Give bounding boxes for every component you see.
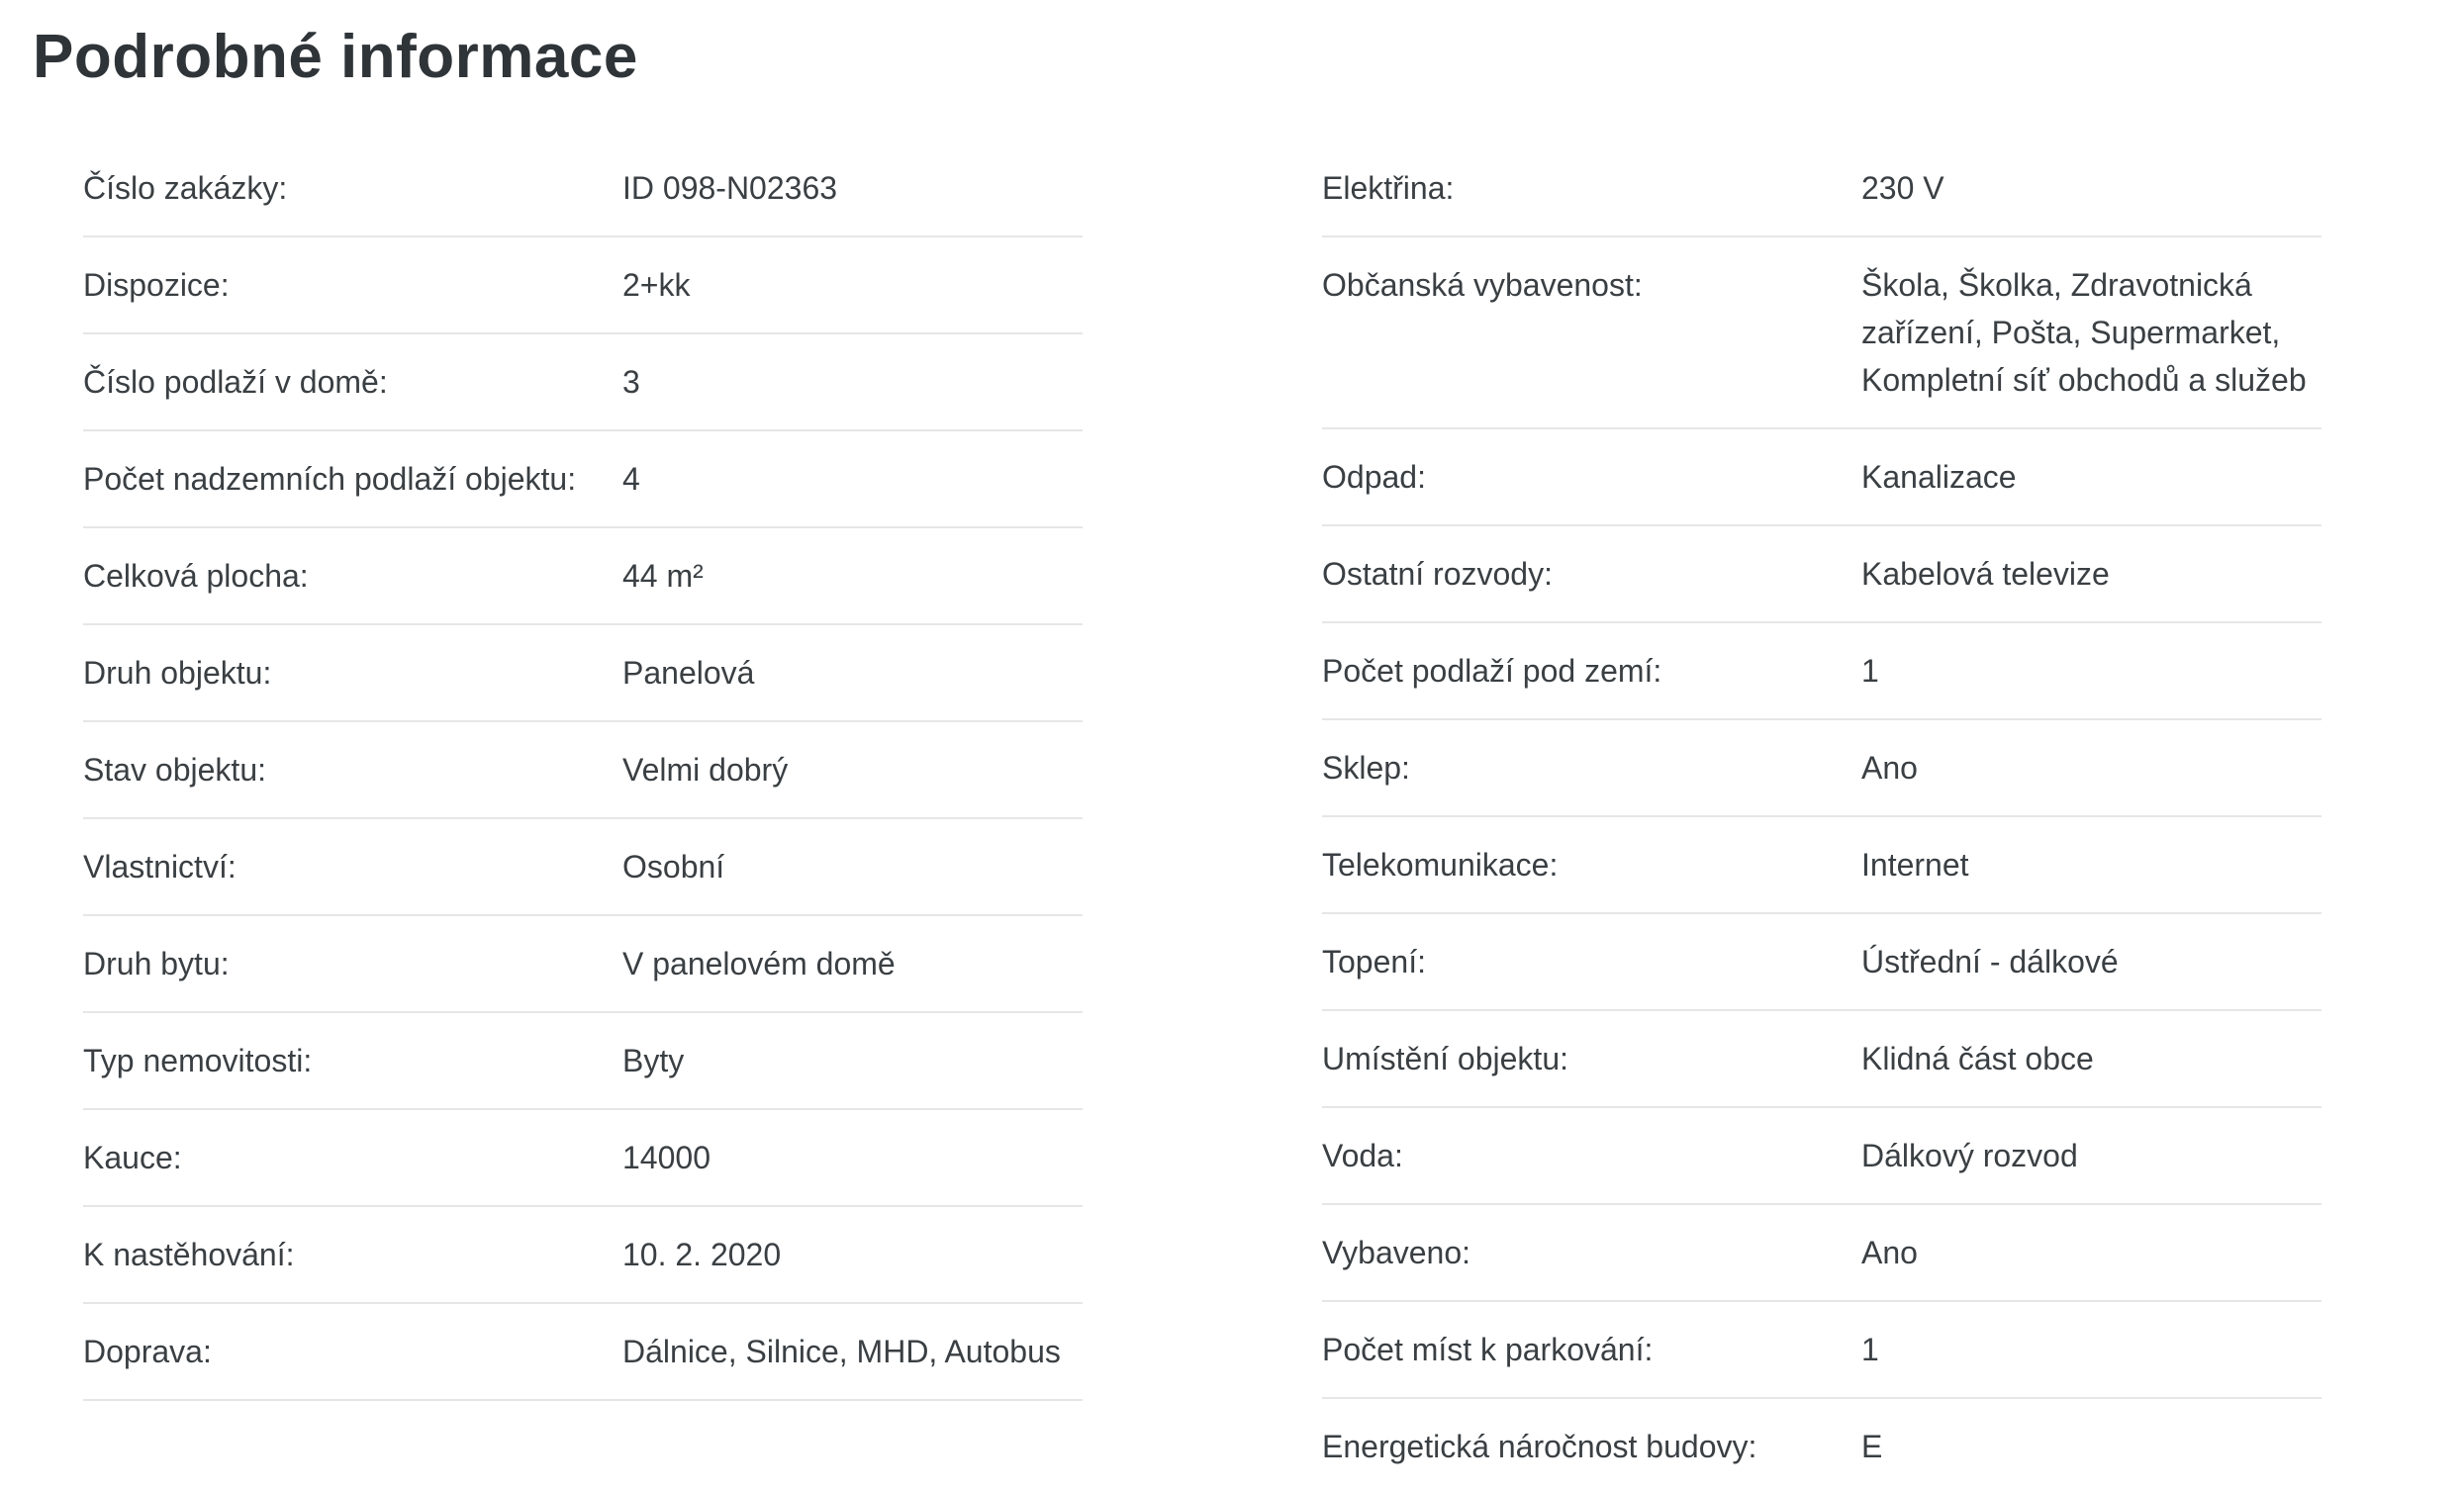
detail-value: Dálnice, Silnice, MHD, Autobus [622,1334,1061,1369]
detail-row-parking-spaces [1322,1302,2322,1399]
detail-value: Ústřední - dálkové [1861,944,2119,979]
detail-row-floor-number [83,334,1083,431]
detail-label: Ostatní rozvody: [1322,556,1553,592]
detail-value: Internet [1861,847,1969,883]
detail-row-above-ground-floors [83,431,1083,528]
detail-row-layout [83,237,1083,334]
detail-row-building-condition [83,722,1083,819]
detail-label: Stav objektu: [83,752,266,788]
detail-row-amenities [1322,237,2322,429]
detail-row-electricity [1322,140,2322,237]
detail-row-other-utilities [1322,526,2322,623]
detail-value: 14000 [622,1140,711,1175]
detail-value: Panelová [622,655,755,691]
detail-value: Ano [1861,1235,1918,1270]
detail-label: Elektřina: [1322,170,1455,206]
detail-value: 2+kk [622,267,691,303]
detail-label: Celková plocha: [83,558,309,594]
detail-value: Velmi dobrý [622,752,789,788]
detail-label: Vybaveno: [1322,1235,1471,1270]
detail-label: Sklep: [1322,750,1410,786]
detail-row-telecommunications [1322,817,2322,914]
detail-row-building-type [83,625,1083,722]
detail-label: Počet podlaží pod zemí: [1322,653,1662,689]
detail-label: Doprava: [83,1334,212,1369]
detail-row-water [1322,1108,2322,1205]
detail-value: Klidná část obce [1861,1041,2094,1076]
detail-label: Telekomunikace: [1322,847,1559,883]
detail-label: Druh bytu: [83,946,230,981]
detail-label: Voda: [1322,1138,1403,1173]
detail-row-ownership [83,819,1083,916]
detail-value: 10. 2. 2020 [622,1237,782,1272]
detail-label: Druh objektu: [83,655,272,691]
detail-label: Číslo zakázky: [83,170,288,206]
detail-label: Typ nemovitosti: [83,1043,313,1078]
detail-value: 3 [622,364,640,400]
detail-label: Počet míst k parkování: [1322,1332,1654,1367]
detail-value: 1 [1861,1332,1879,1367]
detail-label: Dispozice: [83,267,230,303]
detail-label: Umístění objektu: [1322,1041,1568,1076]
detail-row-waste [1322,429,2322,526]
detail-value: 44 m² [622,558,704,594]
detail-row-furnished [1322,1205,2322,1302]
detail-row-transport [83,1304,1083,1401]
detail-label: Kauce: [83,1140,182,1175]
detail-value: Kabelová televize [1861,556,2110,592]
detail-row-cellar [1322,720,2322,817]
detail-row-energy-rating [1322,1399,2322,1492]
detail-value: Ano [1861,750,1918,786]
detail-label: K nastěhování: [83,1237,295,1272]
detail-label: Odpad: [1322,459,1426,495]
detail-row-total-area [83,528,1083,625]
detail-label: Občanská vybavenost: [1322,267,1643,303]
detail-row-move-in-date [83,1207,1083,1304]
detail-row-order-number [83,140,1083,237]
detail-value: ID 098-N02363 [622,170,838,206]
details-table-right [1322,140,2322,1492]
detail-row-deposit [83,1110,1083,1207]
detail-value: Osobní [622,849,725,885]
details-table-left [83,140,1083,1401]
detail-value: Byty [622,1043,685,1078]
detail-value: V panelovém domě [622,946,896,981]
page-title: Podrobné informace [33,23,638,91]
detail-row-property-type [83,1013,1083,1110]
detail-row-apartment-type [83,916,1083,1013]
detail-value: 4 [622,461,640,497]
detail-row-location [1322,1011,2322,1108]
detail-value: Škola, Školka, Zdravotnická zařízení, Pošta, Supermarket, Kompletní síť obchodů a služeb [1861,267,2307,398]
detail-value: 230 V [1861,170,1944,206]
detail-label: Číslo podlaží v domě: [83,364,388,400]
detail-value: E [1861,1429,1883,1464]
detail-value: 1 [1861,653,1879,689]
detail-row-underground-floors [1322,623,2322,720]
detail-value: Dálkový rozvod [1861,1138,2078,1173]
detail-label: Energetická náročnost budovy: [1322,1429,1757,1464]
detail-label: Počet nadzemních podlaží objektu: [83,461,577,497]
detail-row-heating [1322,914,2322,1011]
detail-value: Kanalizace [1861,459,2017,495]
detail-label: Topení: [1322,944,1426,979]
detail-label: Vlastnictví: [83,849,237,885]
